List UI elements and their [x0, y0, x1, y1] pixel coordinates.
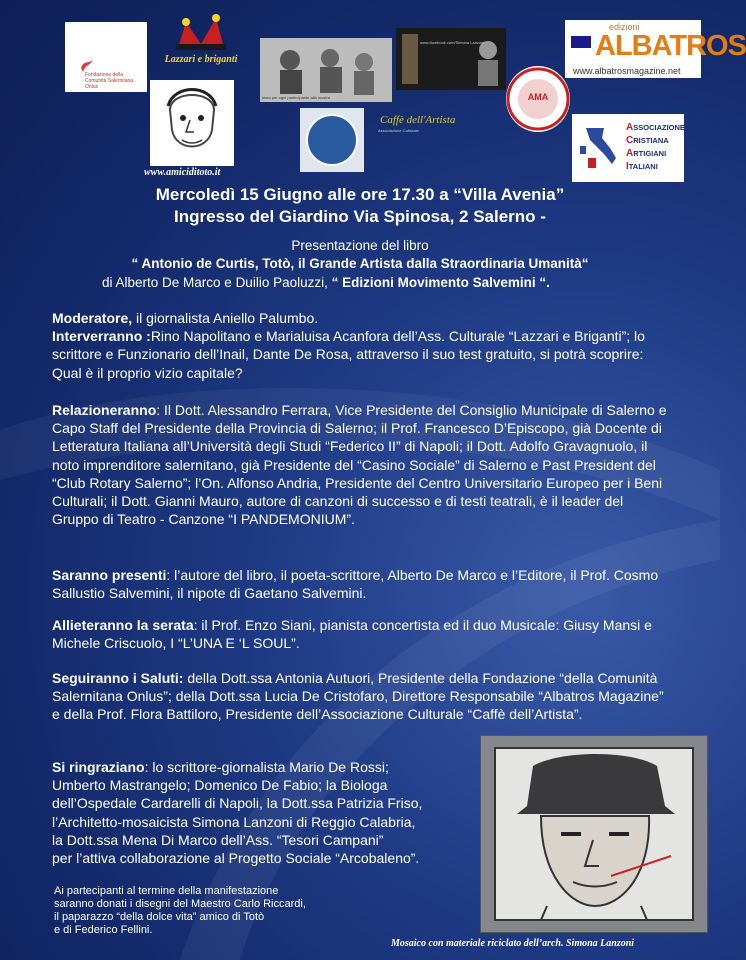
ringraziano-line-3: dell’Ospedale Cardarelli di Napoli, la Dott.ssa Patrizia Friso,	[52, 795, 423, 812]
moderatore-text: il giornalista Aniello Palumbo.	[132, 310, 319, 326]
event-address: Ingresso del Giardino Via Spinosa, 2 Salerno -	[174, 207, 546, 226]
italy-map-icon	[578, 124, 620, 172]
interverranno-text: Rino Napolitano e Marialuisa Acanfora dell’Ass. Culturale “Lazzari e Briganti”; lo scrittore e Funzionario dell’Inail, Dante De Rosa, attraverso il suo test gratuito, si potrà scoprire: Qual è il proprio vizio capitale?	[52, 328, 645, 381]
ringraziano-section	[52, 758, 482, 867]
fondazione-logo	[65, 22, 147, 92]
toto-mosaic-image	[480, 735, 708, 933]
flag-icon	[571, 36, 591, 48]
saluti-text: della Dott.ssa Antonia Autuori, Presidente della Fondazione “della Comunità Salernitana Onlus”; della Dott.ssa Lucia De Cristofaro, Direttore Responsabile “Albatros Magazine” e della Prof. Flora Battiloro, Presidente dell’Associazione Culturale “Caffè dell’Artista”.	[52, 670, 664, 723]
ringraziano-line-5: la Dott.ssa Mena Di Marco dell’Ass. “Tesori Campani”	[52, 831, 384, 848]
acai-logo	[572, 114, 684, 182]
presenti-section	[52, 566, 672, 602]
assoc-arti-text: AMA	[527, 92, 549, 102]
authors-publisher: “ Edizioni Movimento Salvemini “.	[331, 275, 550, 290]
saluti-label: Seguiranno i Saluti:	[52, 670, 184, 686]
gift-note	[54, 885, 374, 937]
book-title: “ Antonio de Curtis, Totò, il Grande Artista dalla Straordinaria Umanità“	[131, 256, 589, 271]
acai-line-3: ARTIGIANI	[626, 148, 667, 159]
toto-portrait	[150, 80, 234, 166]
presenti-text: : l’autore del libro, il poeta-scrittore, Alberto De Marco e l’Editore, il Prof. Cosmo Sallustio Salvemini, il nipote di Gaetano Salvemini.	[52, 567, 659, 602]
photo-collage-icon	[260, 38, 392, 102]
allieteranno-label: Allieteranno la serata	[52, 617, 194, 633]
fondazione-text: Fondazione della Comunità Salernitana Onlus	[85, 72, 134, 90]
event-photo-1	[260, 38, 392, 102]
book-authors	[102, 275, 550, 290]
note-line-4: e di Federico Fellini.	[54, 924, 153, 936]
ringraziano-label: Si ringraziano	[52, 759, 145, 775]
round-emblem-logo	[300, 108, 364, 172]
albatros-url: www.albatrosmagazine.net	[573, 66, 681, 76]
book-intro: Presentazione del libro	[291, 238, 429, 253]
caffe-artista-logo	[372, 112, 482, 164]
albatros-edizioni: edizioni	[609, 22, 640, 32]
allieteranno-section	[52, 616, 672, 652]
amici-url: www.amiciditoto.it	[144, 167, 221, 178]
acai-text	[626, 121, 685, 173]
event-date-location: Mercoledì 15 Giugno alle ore 17.30 a “Villa Avenia”	[155, 185, 565, 204]
note-line-3: il paparazzo “della dolce vita” amico di Totò	[54, 911, 265, 923]
associazione-arti-logo	[506, 66, 570, 132]
acai-line-2: CRISTIANA	[626, 135, 669, 146]
allieteranno-text: : il Prof. Enzo Siani, pianista concertista ed il duo Musicale: Giusy Mansi e Michele Criscuolo, I “L’UNA E ‘L SOUL”.	[52, 617, 652, 652]
note-line-1: Ai partecipanti al termine della manifestazione	[54, 885, 279, 897]
mosaic-portrait-icon	[481, 736, 707, 932]
ringraziano-line-1: : lo scrittore-giornalista Mario De Rossi;	[144, 759, 389, 775]
acai-line-4: ITALIANI	[626, 161, 658, 172]
relazioneranno-label: Relazioneranno	[52, 402, 157, 418]
artist-photo-icon	[396, 28, 506, 90]
ringraziano-line-4: l’Architetto-mosaicista Simona Lanzoni di Reggio Calabria,	[52, 813, 416, 830]
acai-line-1: ASSOCIAZIONE	[626, 122, 685, 133]
moderatore-section	[52, 309, 672, 382]
event-photo-2	[396, 28, 506, 90]
toto-sketch-icon	[150, 80, 234, 166]
lazzari-label: Lazzari e briganti	[164, 54, 238, 65]
ringraziano-line-6: per l’attiva collaborazione al Progetto Sociale “Arcobaleno”.	[52, 850, 420, 867]
lazzari-logo	[158, 6, 244, 68]
presenti-label: Saranno presenti	[52, 567, 167, 583]
note-line-2: saranno donati i disegni del Maestro Carlo Riccardi,	[54, 898, 306, 910]
saluti-section	[52, 669, 672, 724]
photo2-caption: www.facebook.com/Simona Lanzoni	[420, 40, 485, 45]
relazioneranno-text: : Il Dott. Alessandro Ferrara, Vice Presidente del Consiglio Municipale di Salerno e Capo Staff del Presidente della Provincia di Salerno; il Prof. Francesco D’Episcopo, già Docente di Letteratura Italiana all’Università degli Studi “Federico II” di Napoli; il Dott. Adolfo Gravagnuolo, il noto imprenditore salernitano, già Presidente del “Casino Sociale” di Salerno e Past President del “Club Rotary Salerno”; l’On. Alfonso Andria, Presidente del Centro Universitario Europeo per i Beni Culturali; il Dott. Gianni Mauro, autore di canzoni di successo e di testi teatrali, è il leader del Gruppo di Teatro - Canzone “I PANDEMONIUM”.	[52, 402, 667, 528]
albatros-name: ALBATROS	[595, 30, 746, 62]
mosaic-caption: Mosaico con materiale riciclato dell’arch. Simona Lanzoni	[391, 938, 635, 949]
caffe-title: Caffè dell'Artista	[380, 114, 456, 126]
albatros-logo	[565, 20, 746, 78]
authors-names: di Alberto De Marco e Duilio Paoluzzi,	[102, 275, 332, 290]
moderatore-label: Moderatore,	[52, 310, 133, 326]
jester-hat-icon	[172, 14, 230, 50]
emblem-circle-icon	[306, 114, 358, 166]
relazioneranno-section	[52, 401, 672, 528]
photo1-caption: testo per ogni partecipante alla mostra	[262, 95, 331, 100]
ringraziano-line-2: Umberto Mastrangelo; Domenico De Fabio; la Biologa	[52, 777, 388, 794]
caffe-sub: Associazione Culturale	[378, 128, 419, 133]
interverranno-label: Interverranno :	[52, 328, 151, 345]
